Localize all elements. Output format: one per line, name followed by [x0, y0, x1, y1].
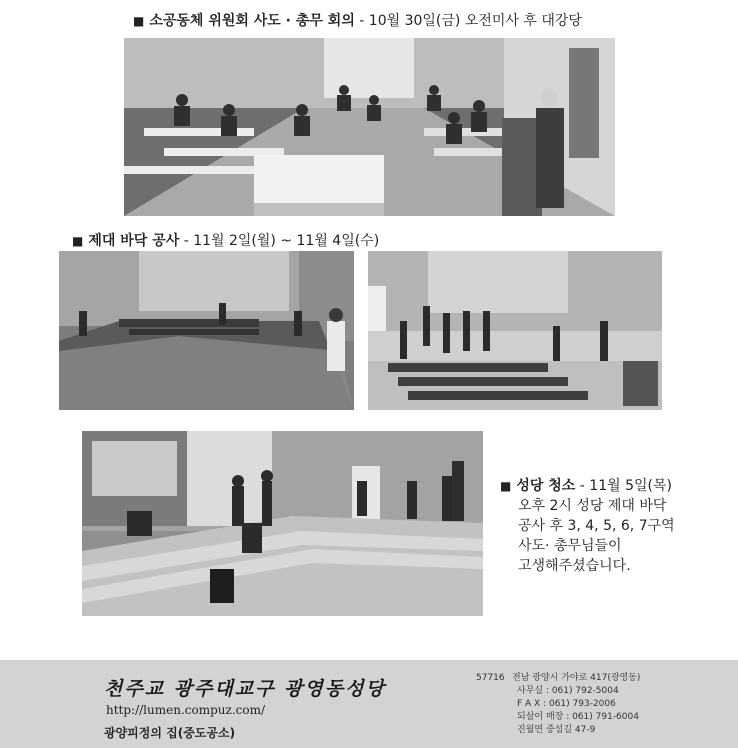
photo-meeting [124, 38, 615, 216]
photo-cleaning [82, 431, 483, 616]
church-name: 천주교 광주대교구 광영동성당 [104, 678, 386, 700]
store-phone: 되살이 매장 : 061) 791-6004 [517, 712, 639, 722]
address-lines [512, 672, 640, 737]
retreat-house-name: 광양피정의 집(중도공소) [104, 726, 236, 740]
caption-cleaning-heading [500, 476, 730, 496]
fax-number: F A X : 061) 793-2006 [517, 699, 616, 709]
footer [0, 660, 738, 748]
caption-cleaning [500, 476, 730, 576]
caption-meeting [133, 10, 582, 30]
photo-cleaning-image [82, 431, 483, 616]
bullet-square: ■ [500, 479, 512, 493]
photo-floor-pews [368, 251, 662, 410]
office-phone: 사무실 : 061) 792-5004 [517, 686, 619, 696]
caption-floor-work [72, 230, 379, 250]
photo-floor-covered [59, 251, 354, 410]
caption-meeting-detail: - 10월 30일(금) 오전미사 후 대강당 [354, 13, 582, 29]
caption-floor-work-detail: - 11월 2일(월) ~ 11월 4일(수) [179, 233, 380, 249]
retreat-address: 진월면 중섬길 47-9 [517, 725, 596, 735]
address-line: 전남 광양시 가야로 417(광영동) [512, 673, 641, 683]
church-url-link[interactable]: http://lumen.compuz.com/ [106, 703, 266, 717]
photo-meeting-image [124, 38, 615, 216]
zip-code: 57716 [476, 673, 505, 683]
bullet-square: ■ [72, 234, 84, 248]
caption-meeting-title: 소공동체 위원회 사도 · 총무 회의 [149, 13, 355, 29]
caption-floor-work-title: 제대 바닥 공사 [88, 233, 180, 249]
bullet-square: ■ [133, 14, 145, 28]
photo-floor-covered-image [59, 251, 354, 410]
caption-cleaning-body: 오후 2시 성당 제대 바닥 공사 후 3, 4, 5, 6, 7구역 사도· 총무님들이 고생해주셨습니다. [518, 498, 675, 574]
caption-cleaning-title: 성당 청소 [516, 478, 576, 494]
photo-floor-pews-image [368, 251, 662, 410]
caption-cleaning-detail: - 11월 5일(목) [575, 478, 672, 494]
